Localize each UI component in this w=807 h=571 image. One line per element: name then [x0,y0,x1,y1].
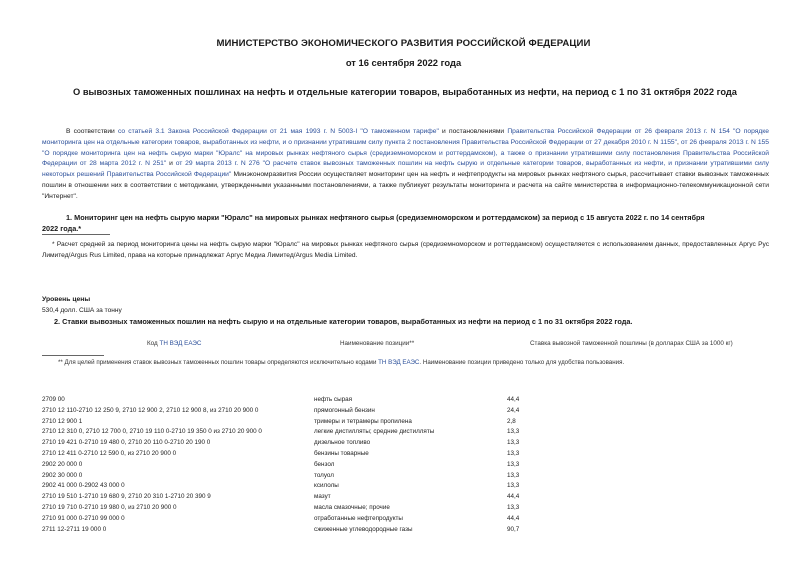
duty-rate-cell: 13,3 [507,460,520,468]
table-row [42,428,782,439]
tnved-code-cell: 2902 30 000 0 [42,471,83,479]
table-note-text: . Наименование позиции приведено только для удобства пользования. [419,359,625,366]
duty-rate-cell: 2,8 [507,417,516,425]
intro-paragraph [42,127,769,203]
table-row [42,407,782,418]
tnved-code-cell: 2710 19 421 0-2710 19 480 0, 2710 20 110 0-2710 20 190 0 [42,439,211,447]
footnote-divider [42,234,110,235]
table-row [42,450,782,461]
duty-rate-cell: 44,4 [507,493,520,501]
table-note-text: ** Для целей применения ставок вывозных таможенных пошлин товары определяются исключительно кодами [58,359,379,366]
tnved-code-cell: 2710 19 710 0-2710 19 980 0, из 2710 20 900 0 [42,503,177,511]
tnved-code-cell: 2710 19 510 1-2710 19 680 9, 2710 20 310 1-2710 20 390 9 [42,493,211,501]
column-header-rate: Ставка вывозной таможенной пошлины (в долларах США за 1000 кг) [530,340,733,347]
intro-text: и [166,160,176,168]
tnved-note-link[interactable]: ТН ВЭД ЕАЭС [378,359,420,366]
duty-rate-cell: 13,3 [507,503,520,511]
document-title: О вывозных таможенных пошлинах на нефть и отдельные категории товаров, выработанных из нефти, на период с 1 по 31 октября 2022 года [73,87,737,97]
duty-rate-cell: 13,3 [507,471,520,479]
tnved-code-cell: 2711 12-2711 19 000 0 [42,525,107,533]
duty-rate-cell: 13,3 [507,482,520,490]
duty-rate-cell: 44,4 [507,396,520,403]
position-name-cell: мазут [314,493,331,501]
table-row [42,396,782,407]
duty-table [42,396,782,536]
tnved-code-cell: 2710 12 310 0, 2710 12 700 0, 2710 19 110 0-2710 19 350 0 из 2710 20 900 0 [42,428,262,436]
column-header-code-text: Код [147,340,160,347]
price-level-label: Уровень цены [42,296,91,303]
ministry-heading: МИНИСТЕРСТВО ЭКОНОМИЧЕСКОГО РАЗВИТИЯ РОССИЙСКОЙ ФЕДЕРАЦИИ [216,38,591,49]
table-row [42,461,782,472]
intro-text: , [677,138,681,146]
document-date: от 16 сентября 2022 года [345,57,462,68]
resolution-276-link[interactable]: от 29 марта 2013 г. N 276 "О расчете ставок вывозных таможенных пошлин на нефть сырую и отдельные категории товаров, выработанных из нефти, и признании утратившими силу некоторых решений Правительства Российской Федерации" [42,160,770,179]
footnote: * Расчет средней за период мониторинга цены на нефть сырую марки "Юралс" на мировых рынках нефтяного сырья (средиземноморском и роттердамском) осуществляется с использованием данных, предоставленных Аргус Рус Лимитед/Argus Rus Limited, права на которые принадлежат Аргус Медиа Лимитед/Argus Media Limited. [42,241,769,259]
duty-rate-cell: 90,7 [507,525,520,533]
duty-rate-cell: 13,3 [507,439,520,447]
section-2-heading: 2. Ставки вывозных таможенных пошлин на нефть сырую и на отдельные категории товаров, выработанных из нефти на период с 1 по 31 октября 2022 года. [54,317,633,326]
table-row [42,493,782,504]
tnved-code-cell: 2709 00 [42,396,65,403]
duty-rate-cell: 24,4 [507,406,520,414]
position-name-cell: бензины товарные [314,449,369,457]
tnved-code-cell: 2902 20 000 0 [42,460,83,468]
position-name-cell: ксилолы [314,482,339,490]
position-name-cell: отработанные нефтепродукты [314,514,403,522]
section-1-heading: 1. Мониторинг цен на нефть сырую марки "Юралс" на мировых рынках нефтяного сырья (средиземноморском и роттердамском) за период с 15 августа 2022 г. по 14 сентября 2022 года.* [42,213,705,233]
table-row [42,418,782,429]
table-note [58,359,778,366]
duty-rate-cell: 13,3 [507,428,520,436]
table-row [42,526,782,537]
position-name-cell: толуол [314,471,334,479]
price-level-value: 530,4 долл. США за тонну [42,307,122,314]
table-row [42,472,782,483]
table-row [42,515,782,526]
position-name-cell: нефть сырая [314,396,353,403]
table-row [42,504,782,515]
tnved-code-cell: 2710 91 000 0-2710 99 000 0 [42,514,125,522]
law-link[interactable]: со статьей 3.1 Закона Российской Федерации от 21 мая 1993 г. N 5003-I "О таможенном тарифе" [117,128,439,135]
position-name-cell: легкие дистилляты; средние дистилляты [314,428,435,436]
resolution-154-link[interactable]: Правительства Российской Федерации от 26 февраля 2013 г. N 154 "О порядке мониторинга цен на отдельные категории товаров, выработанных из нефти, и о признании утратившим силу пункта 2 постановления Правительства Российской Федерации от 27 декабря 2010 г. N 1155" [42,128,769,146]
position-name-cell: масла смазочные; прочие [314,503,390,511]
tnved-code-cell: 2902 41 000 0-2902 43 000 0 [42,482,125,490]
tnved-code-cell: 2710 12 900 1 [42,417,83,425]
note-divider [42,355,104,356]
position-name-cell: бензол [314,460,335,468]
tnved-code-cell: 2710 12 110-2710 12 250 9, 2710 12 900 2, 2710 12 900 8, из 2710 20 900 0 [42,406,259,414]
tnved-link[interactable]: ТН ВЭД ЕАЭС [159,340,202,347]
duty-rate-cell: 44,4 [507,514,520,522]
table-row [42,482,782,493]
duty-rate-cell: 13,3 [507,449,520,457]
position-name-cell: сжиженные углеводородные газы [314,525,413,533]
column-header-code [147,340,201,347]
intro-text: В соответствии [66,128,118,135]
column-header-name: Наименование позиции** [340,340,415,347]
position-name-cell: дизельное топливо [314,439,371,447]
intro-text: Минэкономразвития России осуществляет мониторинг цен на нефть и нефтепродукты на мировых рынках нефтяного сырья, рассчитывает ставки вывозных таможенных пошлин в отношении них в соответствии с методиками, утвержденными указанными постановлениями, а также публикует результаты мониторинга и расчета на сайте министерства в информационно-телекоммуникационной сети "Интернет". [42,171,769,200]
position-name-cell: тримеры и тетрамеры пропилена [314,417,412,425]
tnved-code-cell: 2710 12 411 0-2710 12 590 0, из 2710 20 900 0 [42,449,177,457]
intro-text: и постановлениями [438,128,508,135]
table-row [42,439,782,450]
resolution-155-link[interactable]: от 26 февраля 2013 г. N 155 "О порядке мониторинга цен на нефть сырую марки "Юралс" на мировых рынках нефтяного сырья (средиземноморском и роттердамском), а также о признании утратившими силу постановления Правительства Российской Федерации от 28 марта 2012 г. N 251" [42,138,769,168]
position-name-cell: прямогонный бензин [314,406,375,414]
